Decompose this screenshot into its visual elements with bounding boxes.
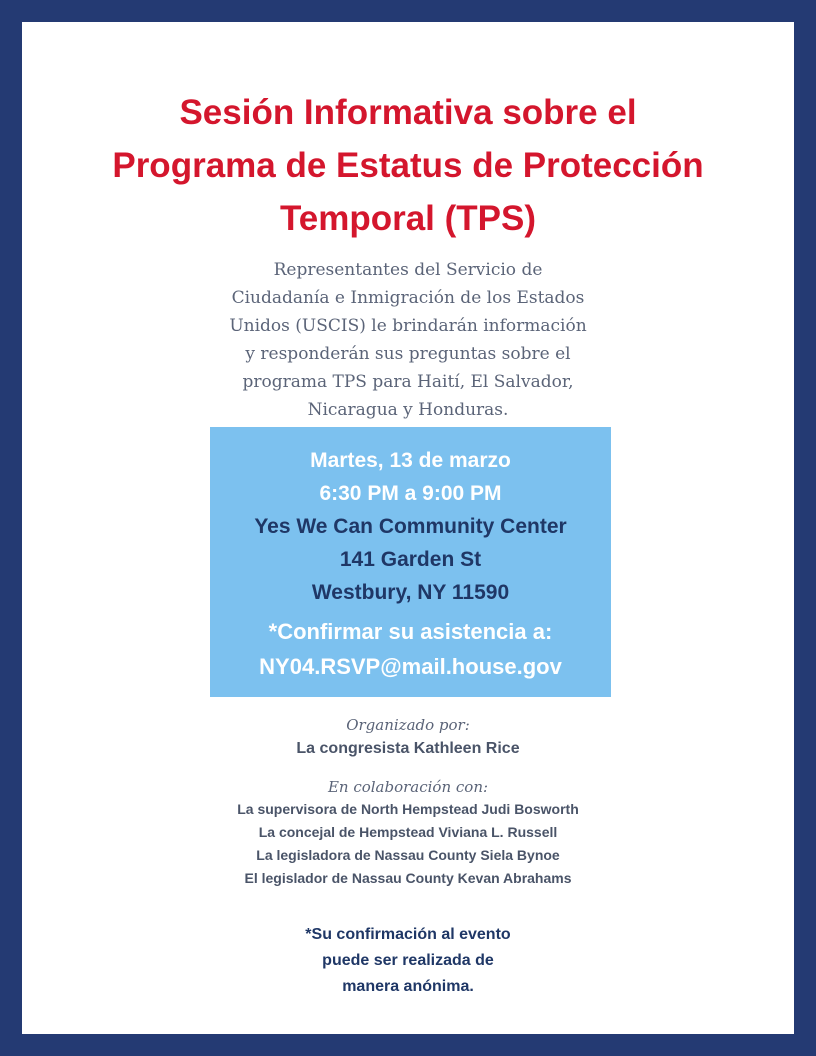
note-line: *Su confirmación al evento (305, 926, 511, 943)
note-line: puede ser realizada de (322, 952, 494, 969)
anonymous-rsvp-note (22, 922, 794, 1000)
flyer-page (22, 22, 794, 1034)
event-time: 6:30 PM a 9:00 PM (319, 482, 502, 505)
intro-line: programa TPS para Haití, El Salvador, (242, 372, 574, 392)
intro-line: Nicaragua y Honduras. (307, 400, 509, 420)
collaborator-item: El legislador de Nassau County Kevan Abrahams (244, 870, 572, 886)
rsvp-label: *Confirmar su asistencia a: (268, 619, 553, 644)
organized-by-label: Organizado por: (346, 716, 470, 734)
event-city: Westbury, NY 11590 (311, 581, 510, 604)
event-street: 141 Garden St (339, 548, 482, 571)
collaborator-item: La supervisora de North Hempstead Judi Bosworth (237, 801, 579, 817)
rsvp-email[interactable]: NY04.RSVP@mail.house.gov (259, 654, 562, 679)
note-line: manera anónima. (342, 978, 474, 995)
title-line: Programa de Estatus de Protección (112, 146, 704, 185)
intro-paragraph (22, 256, 794, 424)
intro-line: Ciudadanía e Inmigración de los Estados (231, 288, 585, 308)
intro-line: Representantes del Servicio de (273, 260, 543, 280)
intro-line: y responderán sus preguntas sobre el (245, 344, 571, 364)
collaboration-label: En colaboración con: (327, 778, 489, 796)
title-line: Sesión Informativa sobre el (179, 93, 637, 132)
collaborator-item: La legisladora de Nassau County Siela Bynoe (256, 847, 560, 863)
title-line: Temporal (TPS) (279, 199, 537, 238)
organizer-name: La congresista Kathleen Rice (296, 740, 520, 757)
event-venue: Yes We Can Community Center (254, 515, 567, 538)
collaborators-list (22, 798, 794, 890)
event-details-box (210, 427, 611, 697)
event-date: Martes, 13 de marzo (310, 449, 511, 472)
flyer-title (22, 86, 794, 245)
intro-line: Unidos (USCIS) le brindarán información (229, 316, 587, 336)
collaborator-item: La concejal de Hempstead Viviana L. Russell (258, 824, 558, 840)
